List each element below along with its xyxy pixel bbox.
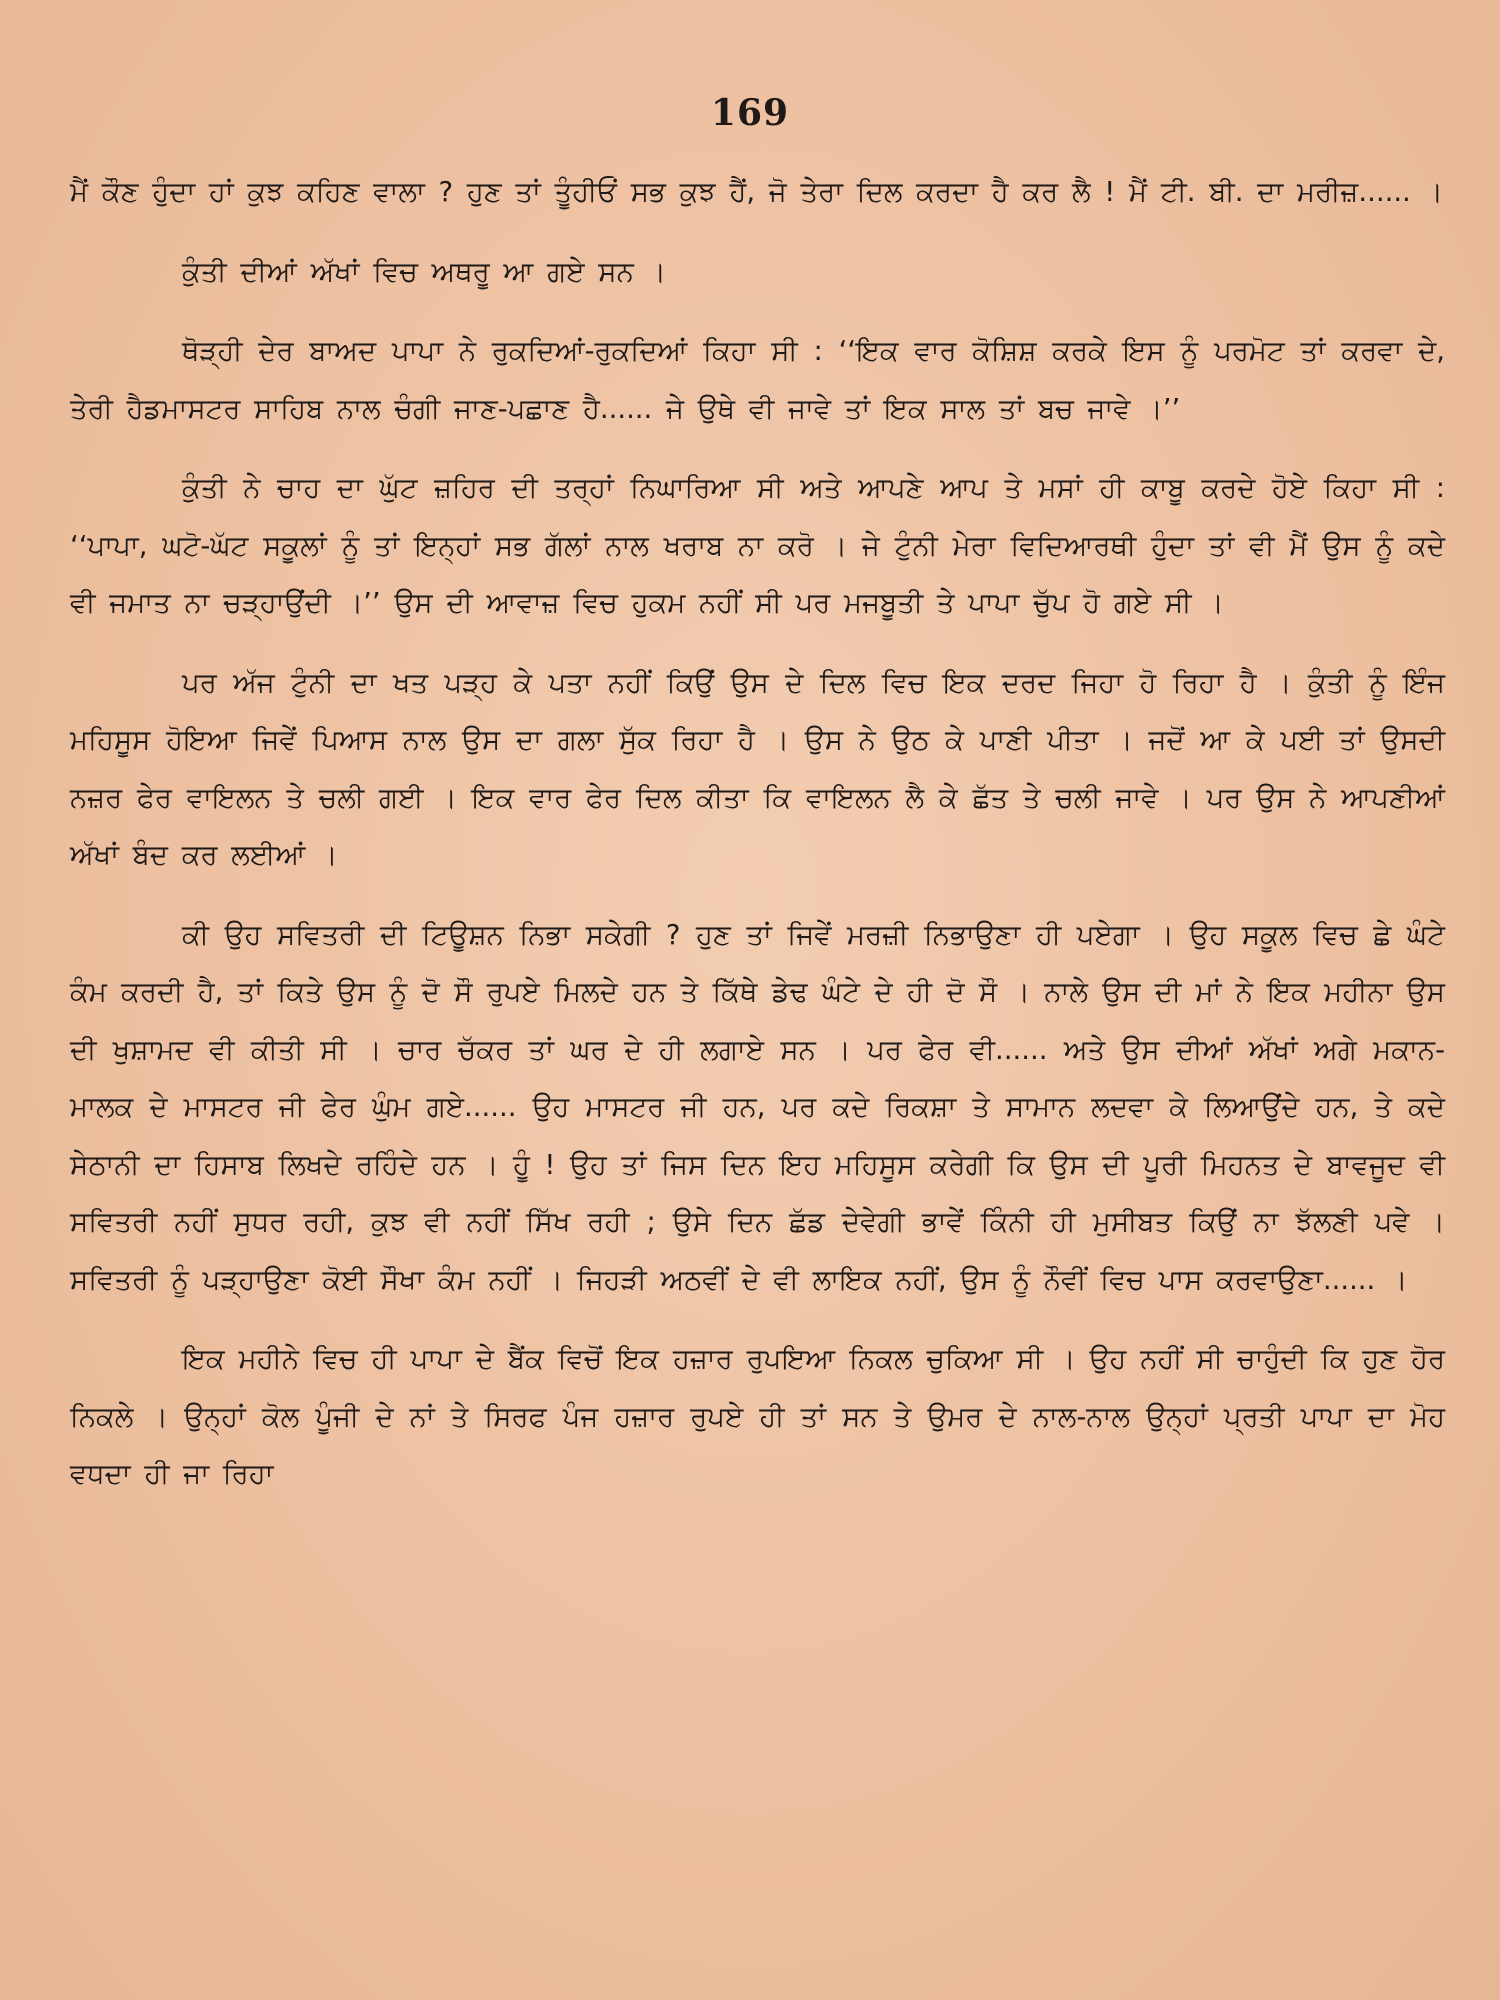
paragraph: ਥੋੜ੍ਹੀ ਦੇਰ ਬਾਅਦ ਪਾਪਾ ਨੇ ਰੁਕਦਿਆਂ-ਰੁਕਦਿਆਂ ਕਿਹਾ ਸੀ : ‘‘ਇਕ ਵਾਰ ਕੋਸ਼ਿਸ਼ ਕਰਕੇ ਇਸ ਨੂੰ ਪਰਮੋਟ ਤਾਂ ਕਰਵਾ ਦੇ, ਤੇਰੀ ਹੈਡਮਾਸਟਰ ਸਾਹਿਬ ਨਾਲ ਚੰਗੀ ਜਾਣ-ਪਛਾਣ ਹੈ...... ਜੇ ਉਥੇ ਵੀ ਜਾਵੇ ਤਾਂ ਇਕ ਸਾਲ ਤਾਂ ਬਚ ਜਾਵੇ ।’’ (70, 335, 1445, 425)
paragraph: ਕੁੰਤੀ ਦੀਆਂ ਅੱਖਾਂ ਵਿਚ ਅਥਰੂ ਆ ਗਏ ਸਨ । (182, 255, 667, 288)
page-number: 169 (710, 92, 790, 134)
paragraph: ਕੀ ਉਹ ਸਵਿਤਰੀ ਦੀ ਟਿਊਸ਼ਨ ਨਿਭਾ ਸਕੇਗੀ ? ਹੁਣ ਤਾਂ ਜਿਵੇਂ ਮਰਜ਼ੀ ਨਿਭਾਉਣਾ ਹੀ ਪਏਗਾ । ਉਹ ਸਕੂਲ ਵਿਚ ਛੇ ਘੰਟੇ ਕੰਮ ਕਰਦੀ ਹੈ, ਤਾਂ ਕਿਤੇ ਉਸ ਨੂੰ ਦੋ ਸੌ ਰੁਪਏ ਮਿਲਦੇ ਹਨ ਤੇ ਕਿੱਥੇ ਡੇਢ ਘੰਟੇ ਦੇ ਹੀ ਦੋ ਸੌ । ਨਾਲੇ ਉਸ ਦੀ ਮਾਂ ਨੇ ਇਕ ਮਹੀਨਾ ਉਸ ਦੀ ਖੁਸ਼ਾਮਦ ਵੀ ਕੀਤੀ ਸੀ । ਚਾਰ ਚੱਕਰ ਤਾਂ ਘਰ ਦੇ ਹੀ ਲਗਾਏ ਸਨ । ਪਰ ਫੇਰ ਵੀ...... ਅਤੇ ਉਸ ਦੀਆਂ ਅੱਖਾਂ ਅਗੇ ਮਕਾਨ-ਮਾਲਕ ਦੇ ਮਾਸਟਰ ਜੀ ਫੇਰ ਘੁੰਮ ਗਏ...... ਉਹ ਮਾਸਟਰ ਜੀ ਹਨ, ਪਰ ਕਦੇ ਰਿਕਸ਼ਾ ਤੇ ਸਾਮਾਨ ਲਦਵਾ ਕੇ ਲਿਆਉਂਦੇ ਹਨ, ਤੇ ਕਦੇ ਸੇਠਾਨੀ ਦਾ ਹਿਸਾਬ ਲਿਖਦੇ ਰਹਿੰਦੇ ਹਨ । ਹੂੰ ! ਉਹ ਤਾਂ ਜਿਸ ਦਿਨ ਇਹ ਮਹਿਸੂਸ ਕਰੇਗੀ ਕਿ ਉਸ ਦੀ ਪੂਰੀ ਮਿਹਨਤ ਦੇ ਬਾਵਜੂਦ ਵੀ ਸਵਿਤਰੀ ਨਹੀਂ ਸੁਧਰ ਰਹੀ, ਕੁਝ ਵੀ ਨਹੀਂ ਸਿੱਖ ਰਹੀ ; ਉਸੇ ਦਿਨ ਛੱਡ ਦੇਵੇਗੀ ਭਾਵੇਂ ਕਿੰਨੀ ਹੀ ਮੁਸੀਬਤ ਕਿਉਂ ਨਾ ਝੱਲਣੀ ਪਵੇ । ਸਵਿਤਰੀ ਨੂੰ ਪੜ੍ਹਾਉਣਾ ਕੋਈ ਸੌਖਾ ਕੰਮ ਨਹੀਂ । ਜਿਹੜੀ ਅਠਵੀਂ ਦੇ ਵੀ ਲਾਇਕ ਨਹੀਂ, ਉਸ ਨੂੰ ਨੌਵੀਂ ਵਿਚ ਪਾਸ ਕਰਵਾਉਣਾ...... । (70, 918, 1445, 1296)
body-text (70, 164, 1445, 1526)
paragraph: ਮੈਂ ਕੌਣ ਹੁੰਦਾ ਹਾਂ ਕੁਝ ਕਹਿਣ ਵਾਲਾ ? ਹੁਣ ਤਾਂ ਤੂੰਹੀਓਂ ਸਭ ਕੁਝ ਹੈਂ, ਜੋ ਤੇਰਾ ਦਿਲ ਕਰਦਾ ਹੈ ਕਰ ਲੈ ! ਮੈਂ ਟੀ. ਬੀ. ਦਾ ਮਰੀਜ਼...... । (70, 176, 1444, 208)
paragraph: ਪਰ ਅੱਜ ਟੁੰਨੀ ਦਾ ਖਤ ਪੜ੍ਹ ਕੇ ਪਤਾ ਨਹੀਂ ਕਿਉਂ ਉਸ ਦੇ ਦਿਲ ਵਿਚ ਇਕ ਦਰਦ ਜਿਹਾ ਹੋ ਰਿਹਾ ਹੈ । ਕੁੰਤੀ ਨੂੰ ਇੰਜ ਮਹਿਸੂਸ ਹੋਇਆ ਜਿਵੇਂ ਪਿਆਸ ਨਾਲ ਉਸ ਦਾ ਗਲਾ ਸੁੱਕ ਰਿਹਾ ਹੈ । ਉਸ ਨੇ ਉਠ ਕੇ ਪਾਣੀ ਪੀਤਾ । ਜਦੋਂ ਆ ਕੇ ਪਈ ਤਾਂ ਉਸਦੀ ਨਜ਼ਰ ਫੇਰ ਵਾਇਲਨ ਤੇ ਚਲੀ ਗਈ । ਇਕ ਵਾਰ ਫੇਰ ਦਿਲ ਕੀਤਾ ਕਿ ਵਾਇਲਨ ਲੈ ਕੇ ਛੱਤ ਤੇ ਚਲੀ ਜਾਵੇ । ਪਰ ਉਸ ਨੇ ਆਪਣੀਆਂ ਅੱਖਾਂ ਬੰਦ ਕਰ ਲਈਆਂ । (70, 666, 1445, 871)
paragraph: ਕੁੰਤੀ ਨੇ ਚਾਹ ਦਾ ਘੁੱਟ ਜ਼ਹਿਰ ਦੀ ਤਰ੍ਹਾਂ ਨਿਘਾਰਿਆ ਸੀ ਅਤੇ ਆਪਣੇ ਆਪ ਤੇ ਮਸਾਂ ਹੀ ਕਾਬੂ ਕਰਦੇ ਹੋਏ ਕਿਹਾ ਸੀ : ‘‘ਪਾਪਾ, ਘਟੋ-ਘੱਟ ਸਕੂਲਾਂ ਨੂੰ ਤਾਂ ਇਨ੍ਹਾਂ ਸਭ ਗੱਲਾਂ ਨਾਲ ਖਰਾਬ ਨਾ ਕਰੋ । ਜੇ ਟੁੰਨੀ ਮੇਰਾ ਵਿਦਿਆਰਥੀ ਹੁੰਦਾ ਤਾਂ ਵੀ ਮੈਂ ਉਸ ਨੂੰ ਕਦੇ ਵੀ ਜਮਾਤ ਨਾ ਚੜ੍ਹਾਉਂਦੀ ।’’ ਉਸ ਦੀ ਆਵਾਜ਼ ਵਿਚ ਹੁਕਮ ਨਹੀਂ ਸੀ ਪਰ ਮਜਬੂਤੀ ਤੇ ਪਾਪਾ ਚੁੱਪ ਹੋ ਗਏ ਸੀ । (70, 472, 1445, 619)
paragraph: ਇਕ ਮਹੀਨੇ ਵਿਚ ਹੀ ਪਾਪਾ ਦੇ ਬੈਂਕ ਵਿਚੋਂ ਇਕ ਹਜ਼ਾਰ ਰੁਪਇਆ ਨਿਕਲ ਚੁਕਿਆ ਸੀ । ਉਹ ਨਹੀਂ ਸੀ ਚਾਹੁੰਦੀ ਕਿ ਹੁਣ ਹੋਰ ਨਿਕਲੇ । ਉਨ੍ਹਾਂ ਕੋਲ ਪੂੰਜੀ ਦੇ ਨਾਂ ਤੇ ਸਿਰਫ ਪੰਜ ਹਜ਼ਾਰ ਰੁਪਏ ਹੀ ਤਾਂ ਸਨ ਤੇ ਉਮਰ ਦੇ ਨਾਲ-ਨਾਲ ਉਨ੍ਹਾਂ ਪ੍ਰਤੀ ਪਾਪਾ ਦਾ ਮੋਹ ਵਧਦਾ ਹੀ ਜਾ ਰਿਹਾ (70, 1343, 1445, 1490)
